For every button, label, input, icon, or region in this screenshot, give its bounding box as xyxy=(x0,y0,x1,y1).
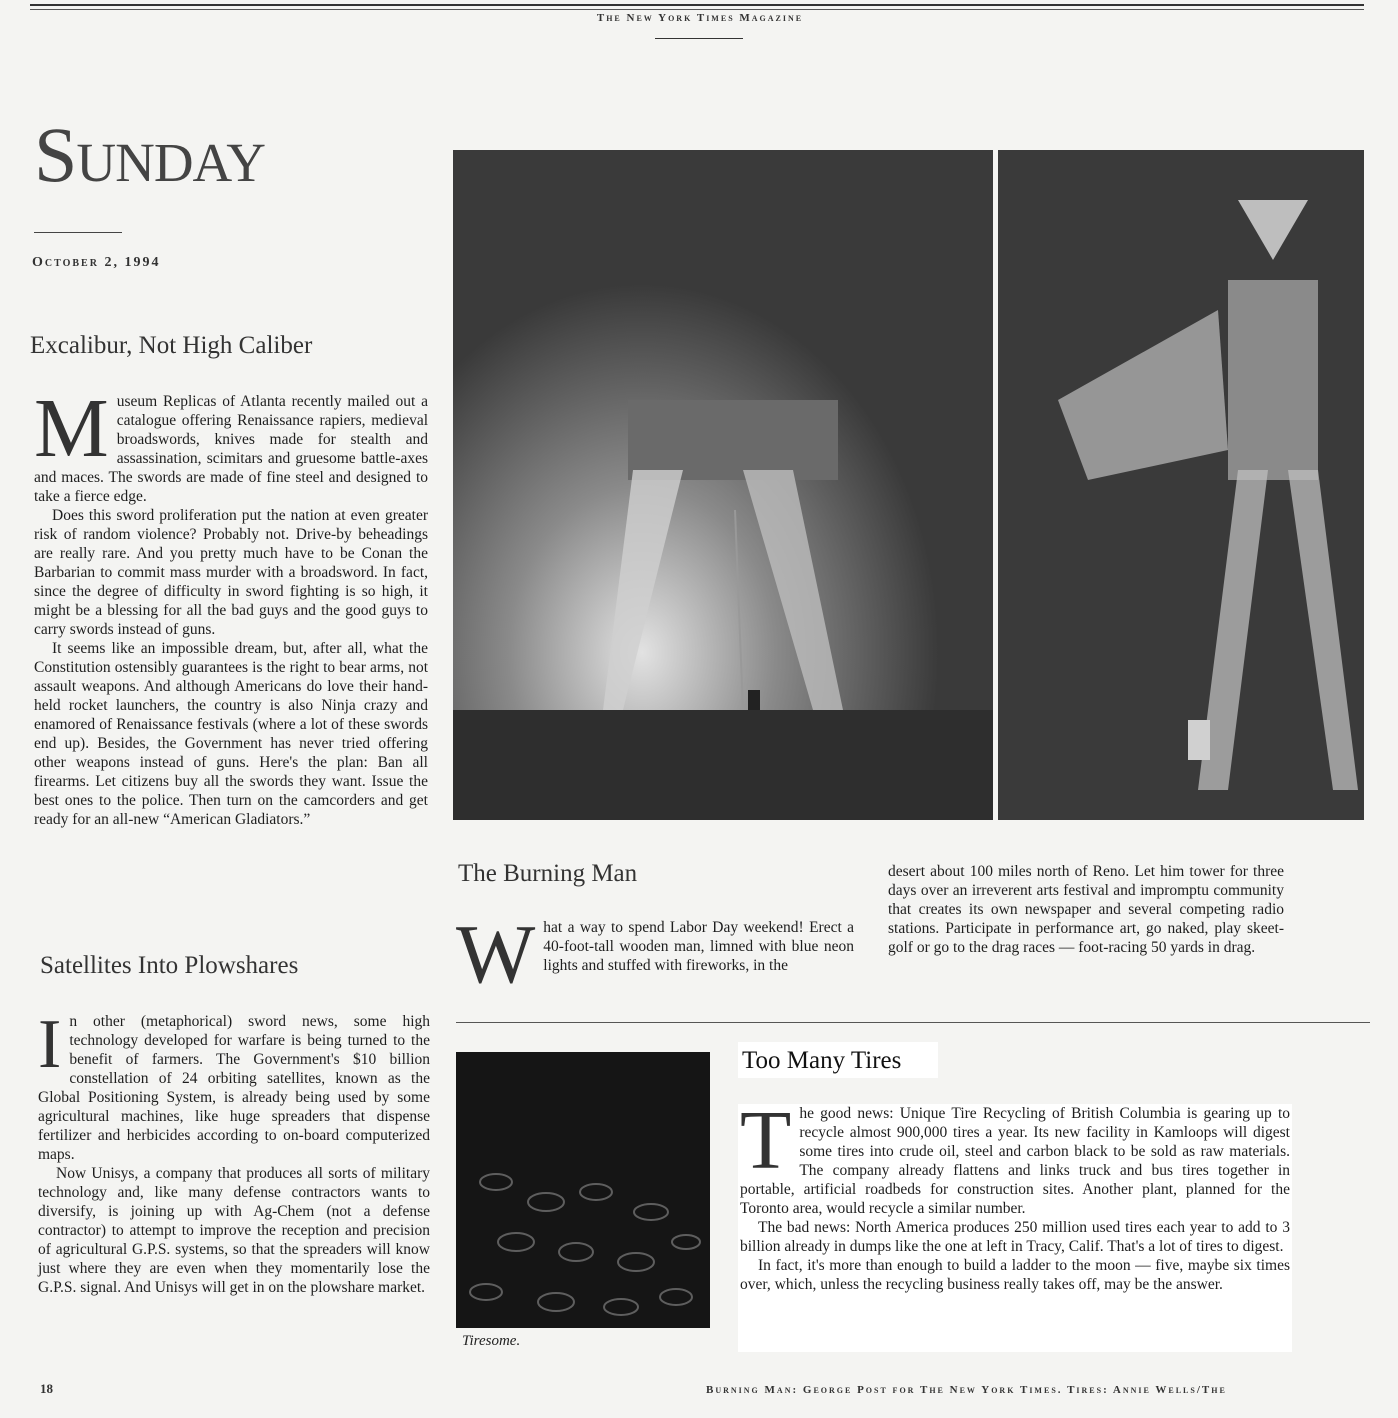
masthead-rule xyxy=(655,38,743,39)
article-headline-excalibur: Excalibur, Not High Caliber xyxy=(30,332,313,359)
issue-date: October 2, 1994 xyxy=(32,255,161,270)
article-body-satellites xyxy=(38,1006,430,1297)
top-rule-thin xyxy=(30,9,1364,10)
tires-photo xyxy=(456,1052,710,1328)
paragraph: Now Unisys, a company that produces all sorts of military technology and, like many defense contractors wants to diversify, is joining up with Ag-Chem (not a defense contractor) to attempt to improve the reception and precision of agricultural G.P.S. systems, so that the spreaders will know just where they are even when they momentarily lose the G.P.S. signal. And Unisys will get in on the plowshare market. xyxy=(38,1165,430,1296)
article-headline-burning-man: The Burning Man xyxy=(458,860,638,887)
paragraph: useum Replicas of Atlanta recently mailed out a catalogue offering Renaissance rapiers, medieval broadswords, knives made for stealth and assassination, scimitars and gruesome battle-axes and maces. The swords are made of fine steel and designed to take a fierce edge. xyxy=(34,393,428,505)
page-number: 18 xyxy=(40,1381,53,1396)
dropcap: I xyxy=(38,1006,62,1083)
article-body-tires xyxy=(738,1094,1292,1352)
tires-illustration xyxy=(456,1052,710,1328)
burning-man-photo-right xyxy=(998,150,1364,820)
article-headline-satellites: Satellites Into Plowshares xyxy=(40,952,299,979)
burning-man-illustration-right xyxy=(998,150,1364,820)
tires-caption: Tiresome. xyxy=(462,1333,521,1349)
article-body-excalibur xyxy=(34,382,428,829)
paragraph: n other (metaphorical) sword news, some high technology developed for warfare is being turned to the benefit of farmers. The Government's $10 billion constellation of 24 orbiting satellites, known as the Global Positioning System, is already being used by some agricultural machines, like huge spreaders that dispense fertilizer and herbicides according to on-board computerized maps. xyxy=(38,1013,430,1163)
article-headline-tires: Too Many Tires xyxy=(742,1047,902,1074)
title-rule xyxy=(34,232,122,233)
dropcap: M xyxy=(34,382,109,475)
burning-man-illustration-left xyxy=(453,150,993,820)
dropcap: W xyxy=(456,908,536,1001)
paragraph: It seems like an impossible dream, but, after all, what the Constitution ostensibly guarantees is the right to bear arms, not assault weapons. And although Americans do love their hand-held rocket launchers, the country is also Ninja crazy and enamored of Renaissance festivals (where a lot of these swords end up). Besides, the Government has never tried offering other weapons instead of guns. Here's the plan: Ban all firearms. Let citizens buy all the swords they want. Issue the best ones to the police. Then turn on the camcorders and get ready for an all-new “American Gladiators.” xyxy=(34,640,428,828)
article-body-burning-man xyxy=(456,908,854,1001)
paragraph: he good news: Unique Tire Recycling of British Columbia is gearing up to recycle almost 900,000 tires a year. Its new facility in Kamloops will digest some tires into crude oil, steel and carbon black to be sold as raw materials. The company already flattens and links truck and bus tires together in portable, artificial roadbeds for construction sites. Another plant, planned for the Toronto area, would recycle a similar number. xyxy=(740,1105,1290,1217)
section-title: Sunday xyxy=(34,111,265,198)
photo-credit: Burning Man: George Post for The New York Times. Tires: Annie Wells/The xyxy=(706,1384,1227,1396)
paragraph: Does this sword proliferation put the nation at even greater risk of random violence? Probably not. Drive-by beheadings are really rare. And you pretty much have to be Conan the Barbarian to commit mass murder with a broadsword. In fact, since the degree of difficulty in sword fighting is so high, it might be a blessing for all the bad guys and the good guys to carry swords instead of guns. xyxy=(34,507,428,638)
article-body-burning-man-cont xyxy=(888,862,1284,957)
paragraph: The bad news: North America produces 250 million used tires each year to add to 3 billion already in dumps like the one at left in Tracy, Calif. That's a lot of tires to digest. xyxy=(740,1219,1290,1255)
top-rule xyxy=(30,4,1364,6)
paragraph: In fact, it's more than enough to build a ladder to the moon — five, maybe six times over, which, unless the recycling business really takes off, may be the answer. xyxy=(740,1257,1290,1293)
paragraph: desert about 100 miles north of Reno. Let him tower for three days over an irreverent arts festival and impromptu community that creates its own newspaper and several competing radio stations. Participate in performance art, go naked, play skeet-golf or go to the drag races — foot-racing 50 yards in drag. xyxy=(888,863,1284,956)
paragraph: hat a way to spend Labor Day weekend! Erect a 40-foot-tall wooden man, limned with blue neon lights and stuffed with fireworks, in the xyxy=(543,919,854,974)
section-divider xyxy=(456,1022,1370,1023)
burning-man-photo-left xyxy=(453,150,993,820)
dropcap: T xyxy=(740,1094,792,1187)
masthead: The New York Times Magazine xyxy=(596,12,804,24)
